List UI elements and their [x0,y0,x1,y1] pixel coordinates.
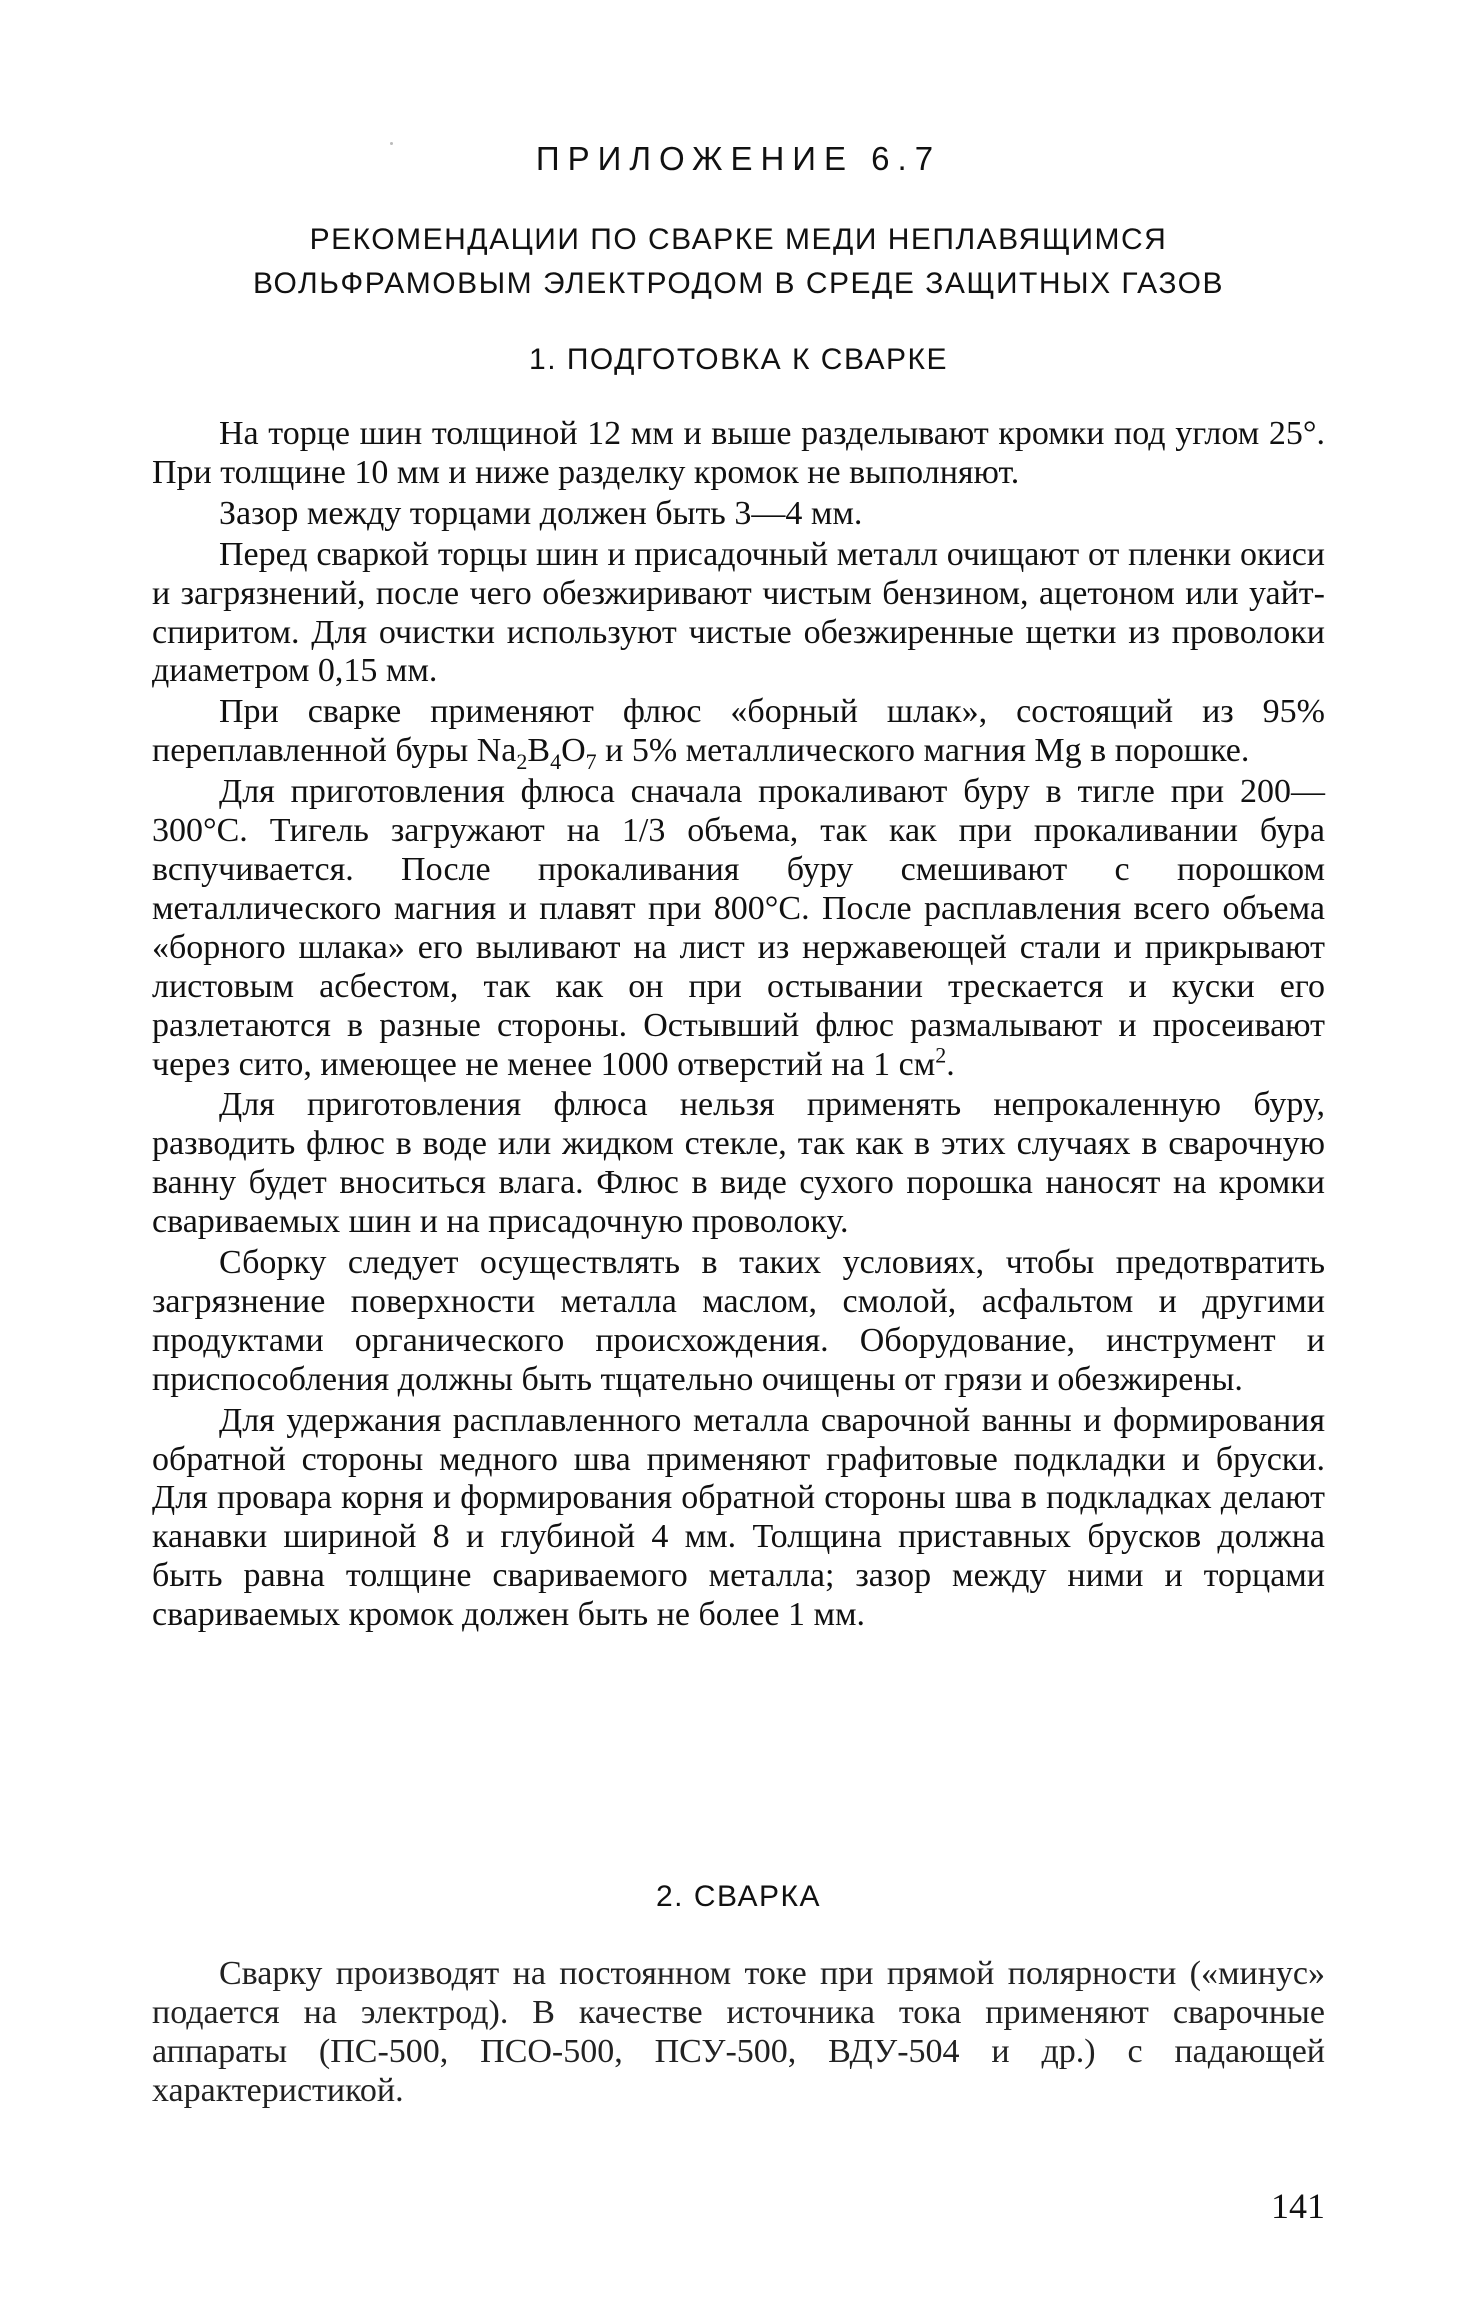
title-line-2: ВОЛЬФРАМОВЫМ ЭЛЕКТРОДОМ В СРЕДЕ ЗАЩИТНЫХ ГАЗОВ [253,267,1224,300]
appendix-label: ПРИЛОЖЕНИЕ 6.7 [535,140,942,177]
page-number: 141 [1271,2186,1325,2226]
paragraph: Для удержания расплавленного металла сварочной ванны и формирования обратной стороны медного шва применяют графитовые подкладки и бруски. Для провара корня и формирования обратной стороны шва в подкладках делают канавки шириной 8 и глубиной 4 мм. Толщина приставных брусков должна быть равна толщине свариваемого металла; зазор между ними и торцами свариваемых кромок должен быть не более 1 мм. [152,1401,1325,1634]
paragraph: Сварку производят на постоянном токе при прямой полярности («минус» подается на электрод). В качестве источника тока применяют сварочные аппараты (ПС-500, ПСО-500, ПСУ-500, ВДУ-504 и др.) с падающей характеристикой. [152,1955,1325,2109]
paragraph: На торце шин толщиной 12 мм и выше разделывают кромки под углом 25°. При толщине 10 мм и ниже разделку кромок не выполняют. [152,415,1325,491]
document-title [152,218,1325,306]
paragraph: Зазор между торцами должен быть 3—4 мм. [219,494,863,532]
section-1-heading: 1. ПОДГОТОВКА К СВАРКЕ [529,343,948,376]
section-2-heading: 2. СВАРКА [655,1880,822,1913]
document-page [152,0,1325,2303]
paragraph: Перед сваркой торцы шин и присадочный металл очищают от пленки окиси и загрязнений, после чего обезжиривают чистым бензином, ацетоном или уайт-спиритом. Для очистки используют чистые обезжиренные щетки из проволоки диаметром 0,15 мм. [152,535,1325,690]
section-2-body [152,1955,1325,2113]
paragraph: Сборку следует осуществлять в таких условиях, чтобы предотвратить загрязнение поверхности металла маслом, смолой, асфальтом и другими продуктами органического происхождения. Оборудование, инструмент и приспособления должны быть тщательно очищены от грязи и обезжирены. [152,1244,1325,1398]
section-1-body [152,415,1325,1637]
paragraph-flux-composition: При сварке применяют флюс «борный шлак», состоящий из 95% переплавленной буры $Na_2B_4O_7$ и 5% металлического магния Mg в порошке. [152,693,1325,775]
paragraph-flux-preparation: Для приготовления флюса сначала прокаливают буру в тигле при 200—300°С. Тигель загружают на 1/3 объема, так как при прокаливании бура вспучивается. После прокаливания буру смешивают с порошком металлического магния и плавят при 800°С. После расплавления всего объема «борного шлака» его выливают на лист из нержавеющей стали и прикрывают листовым асбестом, так как он при остывании трескается и куски его разлетаются в разные стороны. Остывший флюс размалывают и просеивают через сито, имеющее не менее 1000 отверстий на 1 $см^2$. [152,773,1325,1083]
title-line-1: РЕКОМЕНДАЦИИ ПО СВАРКЕ МЕДИ НЕПЛАВЯЩИМСЯ [309,223,1168,256]
paragraph: Для приготовления флюса нельзя применять непрокаленную буру, разводить флюс в воде или жидком стекле, так как в этих случаях в сварочную ванну будет вноситься влага. Флюс в виде сухого порошка наносят на кромки свариваемых шин и на присадочную проволоку. [152,1086,1325,1241]
